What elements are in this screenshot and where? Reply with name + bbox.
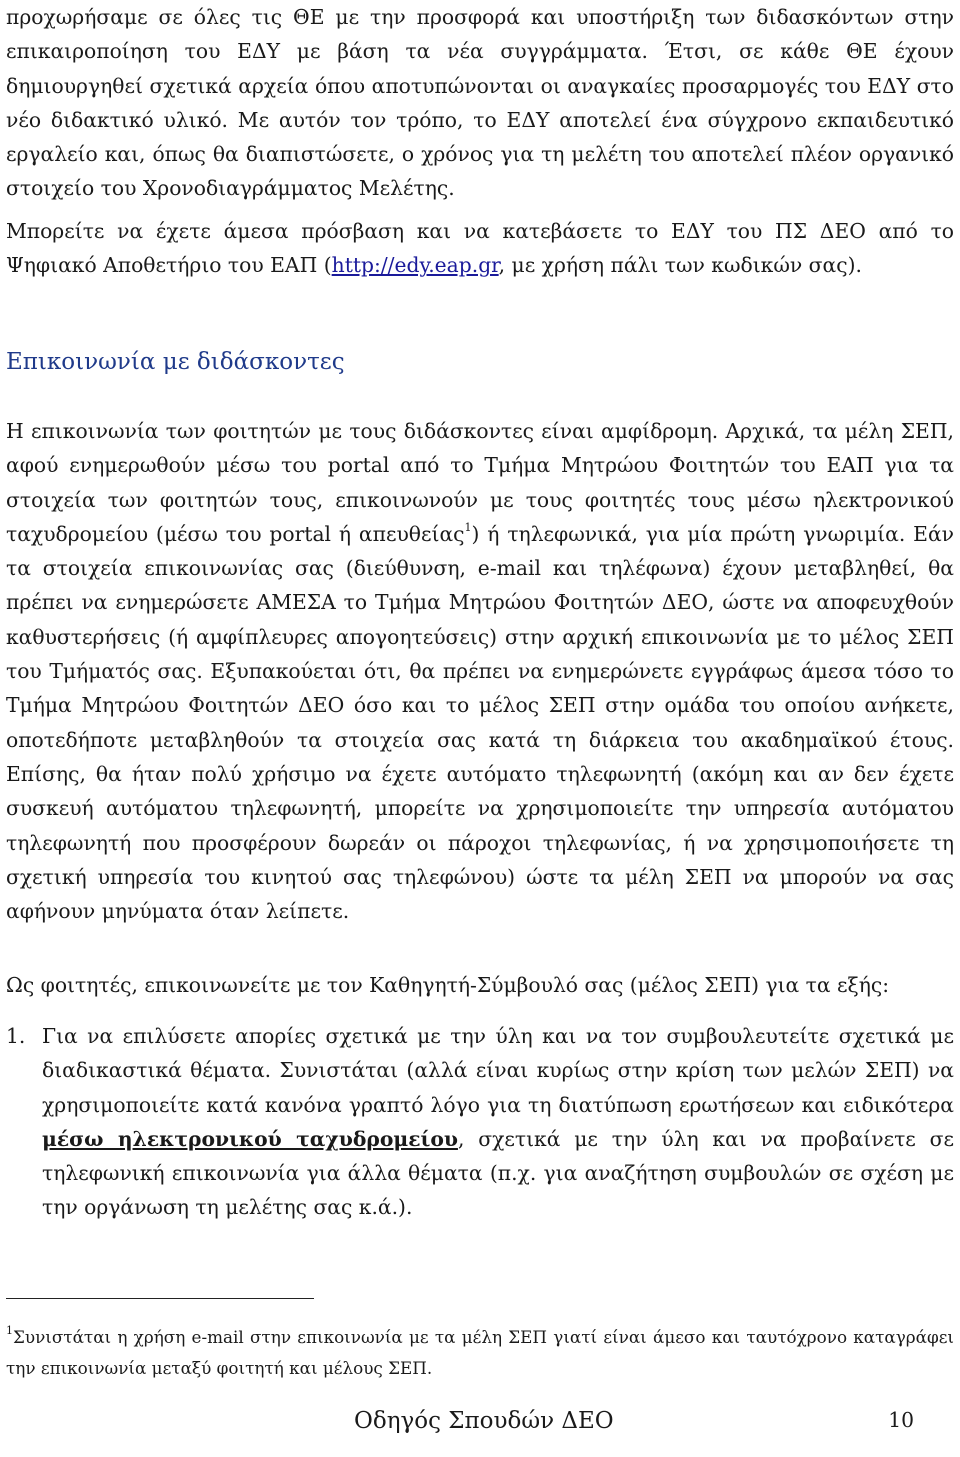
list-item-text-before: Για να επιλύσετε απορίες σχετικά με την ύλη και να τον συμβουλευτείτε σχετικά με διαδικαστικά θέματα. Συνιστάται (αλλά είναι κυρίως στην κρίση των μελών ΣΕΠ) να χρησιμοποιείτε κατά κανόνα γραπτό λόγο για τη διατύπωση ερωτήσεων και ειδικότερα	[42, 1024, 954, 1117]
communication-text-part2: ) ή τηλεφωνικά, για μία πρώτη γνωριμία. Εάν τα στοιχεία επικοινωνίας σας (διεύθυνση, e-mail και τηλέφωνα) έχουν μεταβληθεί, θα πρέπει να ενημερώσετε ΑΜΕΣΑ το Τμήμα Μητρώου Φοιτητών ΔΕΟ, ώστε να αποφευχθούν καθυστερήσεις (ή αμφίπλευρες απογοητεύσεις) στην αρχική επικοινωνία με το μέλος ΣΕΠ του Τμήματός σας. Εξυπακούεται ότι, θα πρέπει να ενημερώνετε εγγράφως άμεσα τόσο το Τμήμα Μητρώου Φοιτητών ΔΕΟ όσο και το μέλος ΣΕΠ στην ομάδα του οποίου ανήκετε, οποτεδήποτε μεταβληθούν τα στοιχεία σας κατά τη διάρκεια του ακαδημαϊκού έτους. Επίσης, θα ήταν πολύ χρήσιμο να έχετε αυτόματο τηλεφωνητή (ακόμη και αν δεν έχετε συσκευή αυτόματου τηλεφωνητή, μπορείτε να χρησιμοποιείτε την υπηρεσία αυτόματου τηλεφωνητή που προσφέρουν δωρεάν οι πάροχοι τηλεφωνίας, ή να χρησιμοποιήσετε τη σχετική υπηρεσία του κινητού σας τηλεφώνου) ώστε τα μέλη ΣΕΠ να μπορούν να σας αφήνουν μηνύματα όταν λείπετε.	[6, 521, 954, 924]
repository-paragraph	[6, 214, 954, 283]
page-footer	[6, 1404, 954, 1444]
communication-text-part1: Η επικοινωνία των φοιτητών με τους διδάσκοντες είναι αμφίδρομη. Αρχικά, τα μέλη ΣΕΠ, αφού ενημερωθούν μέσω του portal από το Τμήμα Μητρώου Φοιτητών του ΕΑΠ για τα στοιχεία των φοιτητών τους, επικοινωνούν με τους φοιτητές τους μέσω ηλεκτρονικού ταχυδρομείου (μέσω του portal ή απευθείας	[6, 419, 954, 546]
footnote-divider	[6, 1298, 314, 1299]
repository-text-before: Μπορείτε να έχετε άμεσα πρόσβαση και να κατεβάσετε το ΕΔΥ του ΠΣ ΔΕΟ από το Ψηφιακό Αποθετήριο του ΕΑΠ (	[6, 219, 954, 278]
contact-reasons-list	[6, 1019, 954, 1225]
list-item	[6, 1019, 954, 1225]
footnote-text: Συνιστάται η χρήση e-mail στην επικοινωνία με τα μέλη ΣΕΠ γιατί είναι άμεσο και ταυτόχρονο καταγράφει την επικοινωνία μεταξύ φοιτητή και μέλους ΣΕΠ.	[6, 1327, 954, 1378]
footer-title: Οδηγός Σπουδών ΔΕΟ	[354, 1408, 614, 1434]
communication-paragraph	[6, 414, 954, 928]
contact-intro-paragraph: Ως φοιτητές, επικοινωνείτε με τον Καθηγητή-Σύμβουλό σας (μέλος ΣΕΠ) για τα εξής:	[6, 973, 890, 997]
section-heading: Επικοινωνία με διδάσκοντες	[6, 349, 345, 375]
list-item-emphasis: μέσω ηλεκτρονικού ταχυδρομείου	[42, 1126, 458, 1151]
list-item-number: 1.	[6, 1024, 26, 1048]
page-number: 10	[888, 1408, 914, 1432]
footnote	[6, 1322, 954, 1384]
footnote-reference[interactable]: 1	[464, 521, 472, 535]
repository-text-after: , με χρήση πάλι των κωδικών σας).	[498, 253, 862, 278]
list-item-text-after: , σχετικά με την ύλη και να προβαίνετε σε τηλεφωνική επικοινωνία για άλλα θέματα (π.χ. για αναζήτηση συμβουλών σε σχέση με την οργάνωση τη μελέτης σας κ.ά.).	[42, 1126, 954, 1220]
footnote-mark: 1	[6, 1324, 13, 1338]
intro-paragraph: προχωρήσαμε σε όλες τις ΘΕ με την προσφορά και υποστήριξη των διδασκόντων στην επικαιροποίηση του ΕΔΥ με βάση τα νέα συγγράμματα. Έτσι, σε κάθε ΘΕ έχουν δημιουργηθεί σχετικά αρχεία όπου αποτυπώνονται οι αναγκαίες προσαρμογές του ΕΔΥ στο νέο διδακτικό υλικό. Με αυτόν τον τρόπο, το ΕΔΥ αποτελεί ένα σύγχρονο εκπαιδευτικό εργαλείο και, όπως θα διαπιστώσετε, ο χρόνος για τη μελέτη του αποτελεί πλέον οργανικό στοιχείο του Χρονοδιαγράμματος Μελέτης.	[6, 5, 954, 201]
edy-repository-link[interactable]: http://edy.eap.gr	[331, 253, 499, 278]
